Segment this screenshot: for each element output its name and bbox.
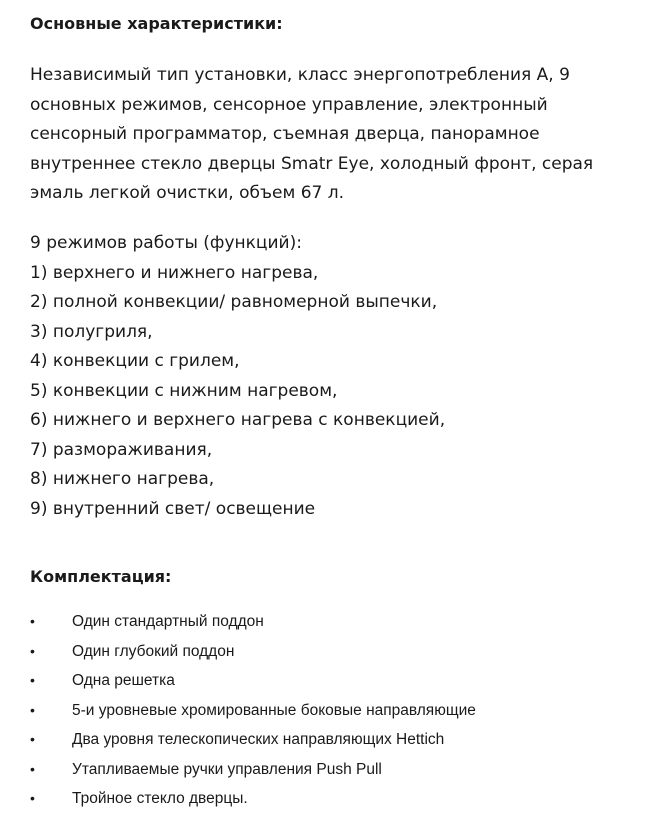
kit-item-label: Один глубокий поддон — [72, 642, 235, 660]
list-item — [30, 637, 630, 667]
kit-heading: Комплектация: — [30, 567, 172, 586]
kit-item-label: Тройное стекло дверцы. — [72, 790, 248, 807]
bullet-icon: • — [30, 672, 35, 688]
modes-list — [30, 229, 630, 524]
bullet-icon: • — [30, 760, 35, 777]
kit-item-label: Два уровня телескопических направляющих Hettich — [72, 731, 445, 748]
mode-item: 5) конвекции с нижним нагревом, — [30, 380, 338, 401]
paragraph-line: Независимый тип установки, класс энергопотребления А, 9 — [30, 65, 570, 85]
kit-item-label: Один стандартный поддон — [72, 613, 264, 630]
paragraph-line: внутреннее стекло дверцы Smatr Eye, холодный фронт, серая — [30, 153, 594, 174]
kit-list — [30, 607, 630, 814]
modes-title: 9 режимов работы (функций): — [30, 233, 302, 253]
mode-item: 3) полугриля, — [30, 321, 153, 342]
mode-item: 9) внутренний свет/ освещение — [30, 498, 316, 519]
paragraph-line: сенсорный программатор, съемная дверца, панорамное — [30, 124, 540, 144]
bullet-icon: • — [30, 731, 35, 747]
list-item — [30, 725, 630, 755]
list-item — [30, 666, 630, 696]
list-item — [30, 755, 630, 785]
main-characteristics-heading: Основные характеристики: — [30, 14, 283, 33]
mode-item: 4) конвекции с грилем, — [30, 351, 240, 371]
kit-item-label: Утапливаемые ручки управления Push Pull — [72, 760, 382, 778]
mode-item: 6) нижнего и верхнего нагрева с конвекцией, — [30, 410, 446, 430]
mode-item: 2) полной конвекции/ равномерной выпечки, — [30, 292, 438, 312]
paragraph-line: основных режимов, сенсорное управление, электронный — [30, 94, 548, 115]
kit-item-label: 5-и уровневые хромированные боковые направляющие — [72, 701, 476, 719]
bullet-icon: • — [30, 642, 35, 659]
characteristics-paragraph — [30, 61, 630, 209]
bullet-icon: • — [30, 613, 35, 629]
bullet-icon: • — [30, 701, 35, 718]
mode-item: 7) размораживания, — [30, 439, 213, 460]
kit-item-label: Одна решетка — [72, 672, 175, 689]
mode-item: 8) нижнего нагрева, — [30, 469, 215, 489]
list-item — [30, 784, 630, 814]
mode-item: 1) верхнего и нижнего нагрева, — [30, 262, 319, 283]
paragraph-line: эмаль легкой очистки, объем 67 л. — [30, 183, 344, 203]
list-item — [30, 607, 630, 637]
bullet-icon: • — [30, 790, 35, 806]
list-item — [30, 696, 630, 726]
